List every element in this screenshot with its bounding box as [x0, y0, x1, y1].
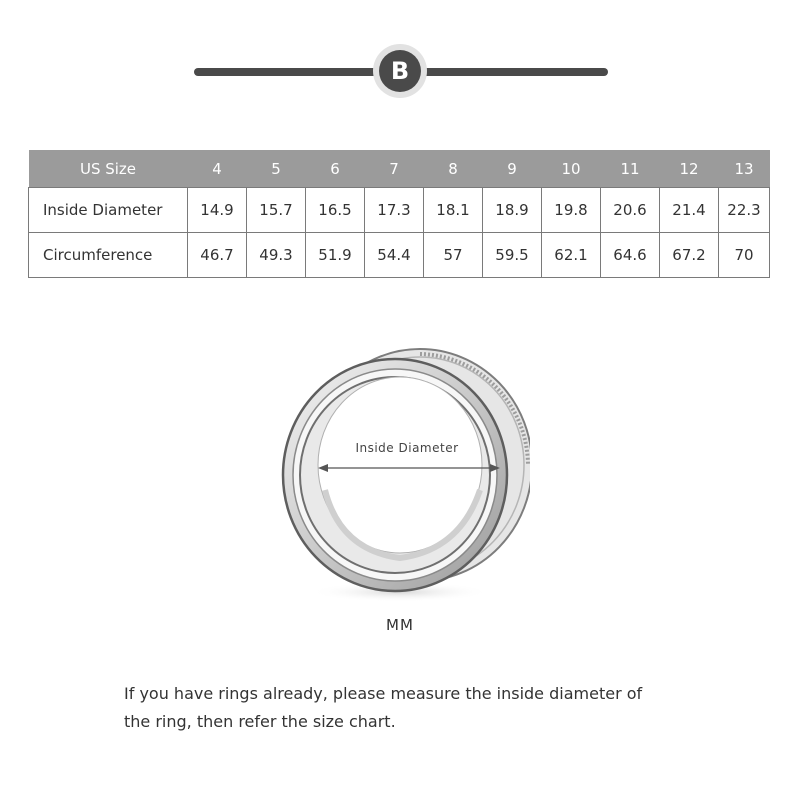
row-label: Inside Diameter: [29, 188, 188, 233]
inside-diameter-label: Inside Diameter: [340, 441, 474, 455]
ring-illustration: [270, 340, 530, 610]
table-cell: 16.5: [306, 188, 365, 233]
header-size-cell: 12: [660, 150, 719, 188]
table-row-inside-diameter: [29, 188, 770, 233]
header-size-cell: 13: [719, 150, 770, 188]
header-size-cell: 7: [365, 150, 424, 188]
header-row: [29, 150, 770, 188]
table-cell: 22.3: [719, 188, 770, 233]
header-size-cell: 9: [483, 150, 542, 188]
table-cell: 67.2: [660, 233, 719, 278]
header-size-cell: 4: [188, 150, 247, 188]
size-chart-table: [28, 150, 770, 278]
header-size-cell: 6: [306, 150, 365, 188]
table-cell: 17.3: [365, 188, 424, 233]
table-cell: 46.7: [188, 233, 247, 278]
table-cell: 57: [424, 233, 483, 278]
table-cell: 59.5: [483, 233, 542, 278]
table-cell: 49.3: [247, 233, 306, 278]
table-row-circumference: [29, 233, 770, 278]
size-badge: B: [379, 50, 421, 92]
table-cell: 51.9: [306, 233, 365, 278]
table-cell: 18.1: [424, 188, 483, 233]
unit-label: MM: [386, 616, 414, 634]
header-size-cell: 10: [542, 150, 601, 188]
table-cell: 15.7: [247, 188, 306, 233]
table-cell: 64.6: [601, 233, 660, 278]
table-cell: 70: [719, 233, 770, 278]
measurement-note: [124, 680, 684, 736]
table-cell: 62.1: [542, 233, 601, 278]
header-us-size: US Size: [29, 150, 188, 188]
note-line: If you have rings already, please measure the inside diameter of: [124, 684, 643, 703]
header-size-cell: 5: [247, 150, 306, 188]
table-cell: 21.4: [660, 188, 719, 233]
table-cell: 14.9: [188, 188, 247, 233]
header-size-cell: 11: [601, 150, 660, 188]
row-label: Circumference: [29, 233, 188, 278]
note-line: the ring, then refer the size chart.: [124, 712, 396, 731]
table-cell: 20.6: [601, 188, 660, 233]
table-cell: 19.8: [542, 188, 601, 233]
ring-icon: [270, 340, 530, 610]
table-cell: 18.9: [483, 188, 542, 233]
table-cell: 54.4: [365, 233, 424, 278]
header-size-cell: 8: [424, 150, 483, 188]
